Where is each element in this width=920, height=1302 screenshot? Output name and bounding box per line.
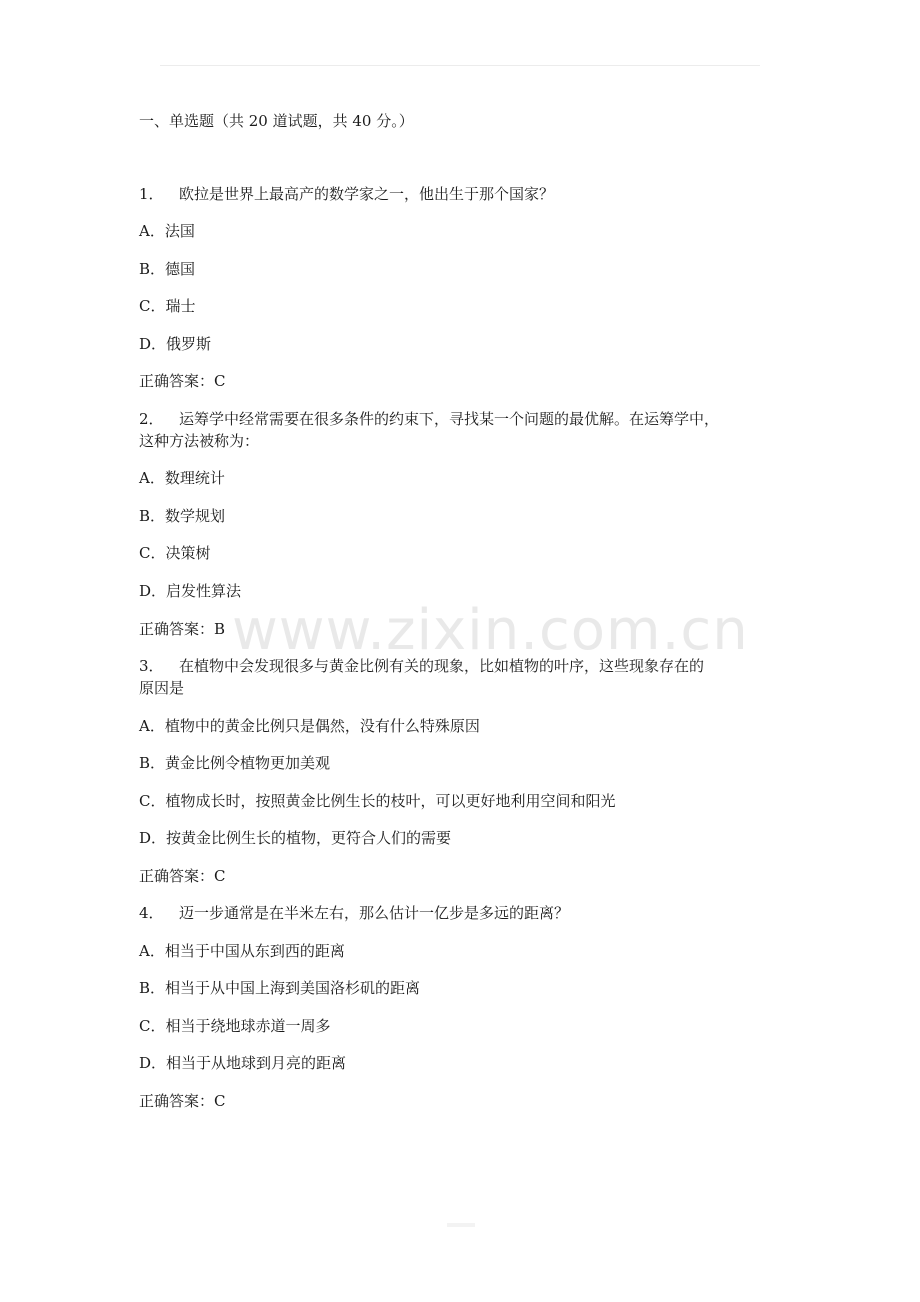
option-a: A．法国 [139, 222, 195, 240]
option-a: A．相当于中国从东到西的距离 [139, 942, 345, 960]
question-text: 欧拉是世界上最高产的数学家之一，他出生于那个国家？ [179, 185, 555, 203]
option-a: A．植物中的黄金比例只是偶然，没有什么特殊原因 [139, 717, 480, 735]
option-c: C．瑞士 [139, 297, 196, 315]
answer: 正确答案：C [139, 1092, 226, 1110]
option-d: D．相当于从地球到月亮的距离 [139, 1054, 347, 1072]
question-4 [139, 902, 569, 924]
question-text-continued: 这种方法被称为： [139, 432, 260, 450]
question-number: 4． [139, 904, 164, 922]
question-2 [139, 408, 719, 430]
option-d: D．启发性算法 [139, 582, 242, 600]
option-a: A．数理统计 [139, 469, 225, 487]
answer: 正确答案：C [139, 867, 226, 885]
question-1 [139, 183, 554, 205]
option-c: C．决策树 [139, 544, 211, 562]
section-title: 一、单选题（共 20 道试题，共 40 分。） [139, 112, 414, 130]
question-number: 1． [139, 185, 164, 203]
option-d: D．俄罗斯 [139, 335, 212, 353]
option-b: B．德国 [139, 260, 196, 278]
watermark: www.zixin.com.cn [232, 598, 749, 663]
answer: 正确答案：B [139, 620, 226, 638]
option-d: D．按黄金比例生长的植物，更符合人们的需要 [139, 829, 452, 847]
option-b: B．黄金比例令植物更加美观 [139, 754, 331, 772]
header-rule [160, 65, 760, 66]
question-number: 3． [139, 657, 164, 675]
question-text: 在植物中会发现很多与黄金比例有关的现象，比如植物的叶序，这些现象存在的 [179, 657, 705, 675]
question-3 [139, 655, 704, 677]
question-text: 运筹学中经常需要在很多条件的约束下，寻找某一个问题的最优解。在运筹学中， [179, 410, 720, 428]
option-b: B．相当于从中国上海到美国洛杉矶的距离 [139, 979, 421, 997]
option-c: C．植物成长时，按照黄金比例生长的枝叶，可以更好地利用空间和阳光 [139, 792, 616, 810]
answer: 正确答案：C [139, 372, 226, 390]
footer-mark [447, 1223, 475, 1227]
question-text-continued: 原因是 [139, 679, 185, 697]
question-number: 2． [139, 410, 164, 428]
option-b: B．数学规划 [139, 507, 226, 525]
option-c: C．相当于绕地球赤道一周多 [139, 1017, 331, 1035]
question-text: 迈一步通常是在半米左右，那么估计一亿步是多远的距离？ [179, 904, 570, 922]
